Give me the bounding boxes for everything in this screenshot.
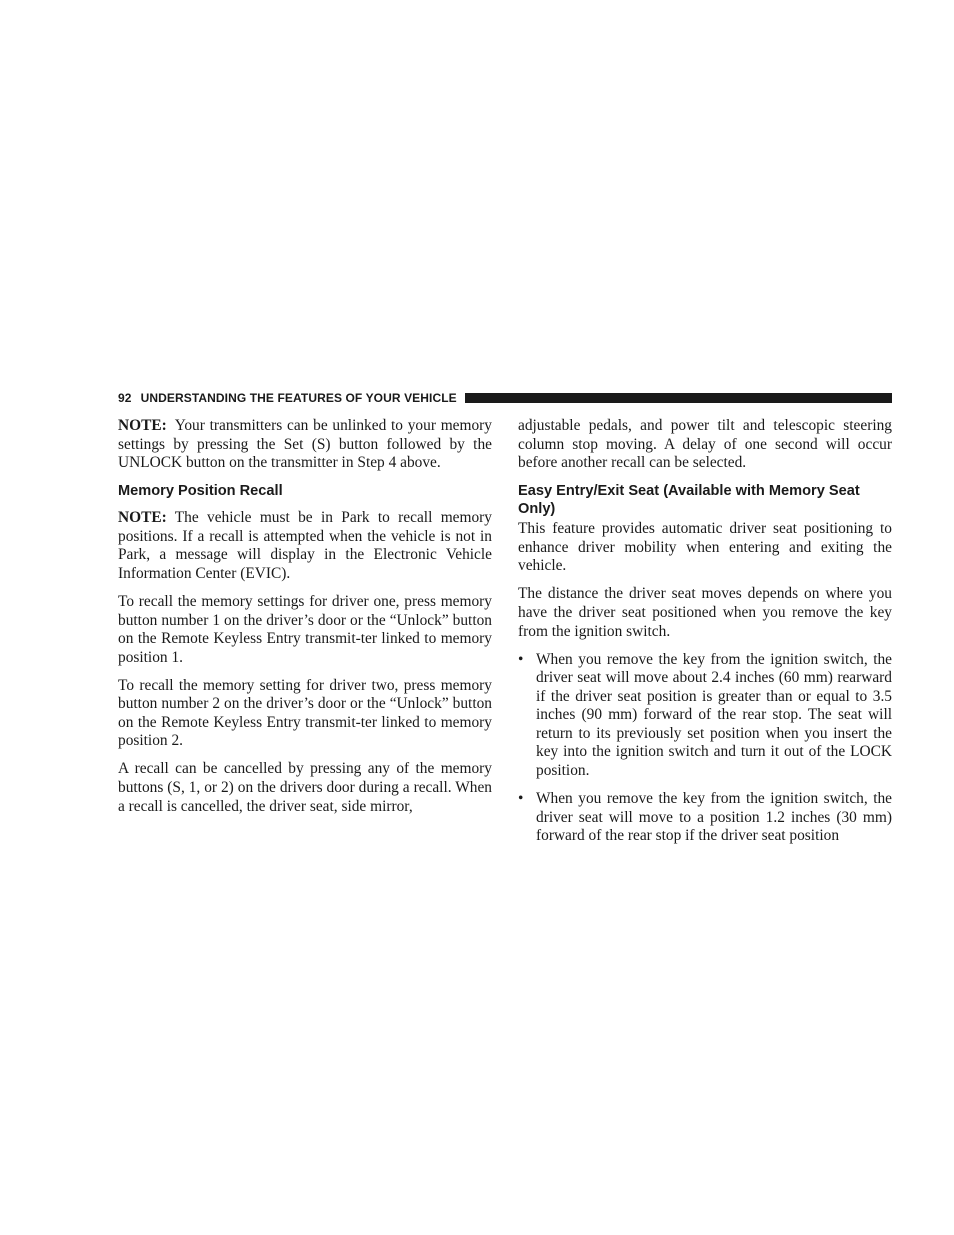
header-rule	[465, 393, 892, 403]
paragraph-recall-driver-two: To recall the memory setting for driver two, press memory button number 2 on the driver’s door or the “Unlock” button on the Remote Keyless Entry transmit-ter linked to memory position 2.	[118, 676, 492, 750]
list-item-text: When you remove the key from the ignition switch, the driver seat will move about 2.4 inches (60 mm) rearward if the driver seat position is greater than or equal to 3.5 inches (90 mm) forward of the rear stop. The seat will return to its previously set position when you insert the key into the ignition switch and turn it out of the LOCK position.	[536, 650, 892, 780]
note-label: NOTE:	[118, 417, 167, 434]
note-unlink-transmitters	[118, 417, 492, 473]
right-column	[518, 417, 892, 855]
bullet-icon: •	[518, 790, 524, 808]
note-text: The vehicle must be in Park to recall memory positions. If a recall is attempted when the vehicle is not in Park, a message will display in the Electronic Vehicle Information Center (EVIC).	[118, 509, 492, 582]
left-column	[118, 417, 492, 826]
note-label: NOTE:	[118, 509, 167, 527]
bullet-list	[518, 651, 892, 846]
page-number: 92	[118, 391, 132, 405]
note-text: Your transmitters can be unlinked to your memory settings by pressing the Set (S) button followed by the UNLOCK button on the transmitter in Step 4 above.	[118, 417, 492, 472]
bullet-icon: •	[518, 650, 524, 668]
page-header	[118, 389, 892, 407]
running-title: UNDERSTANDING THE FEATURES OF YOUR VEHICLE	[140, 391, 457, 405]
paragraph-recall-driver-one: To recall the memory settings for driver one, press memory button number 1 on the driver’s door or the “Unlock” button on the Remote Keyless Entry transmit-ter linked to memory position 1.	[118, 592, 492, 666]
paragraph-seat-distance: The distance the driver seat moves depends on where you have the driver seat positioned when you remove the key from the ignition switch.	[518, 585, 892, 640]
list-item	[518, 790, 892, 846]
list-item-text: When you remove the key from the ignition switch, the driver seat will move to a position 1.2 inches (30 mm) forward of the rear stop if the driver seat position	[536, 790, 892, 845]
note-park-required	[118, 509, 492, 583]
list-item	[518, 651, 892, 781]
section-heading-easy-entry-exit: Easy Entry/Exit Seat (Available with Memory Seat Only)	[518, 483, 860, 518]
paragraph-feature-description: This feature provides automatic driver seat positioning to enhance driver mobility when entering and exiting the vehicle.	[518, 520, 892, 575]
paragraph-continued: adjustable pedals, and power tilt and telescopic steering column stop moving. A delay of one second will occur before another recall can be selected.	[518, 417, 892, 472]
section-heading-memory-position-recall: Memory Position Recall	[118, 483, 283, 500]
paragraph-recall-cancel: A recall can be cancelled by pressing any of the memory buttons (S, 1, or 2) on the drivers door during a recall. When a recall is cancelled, the driver seat, side mirror,	[118, 760, 492, 815]
